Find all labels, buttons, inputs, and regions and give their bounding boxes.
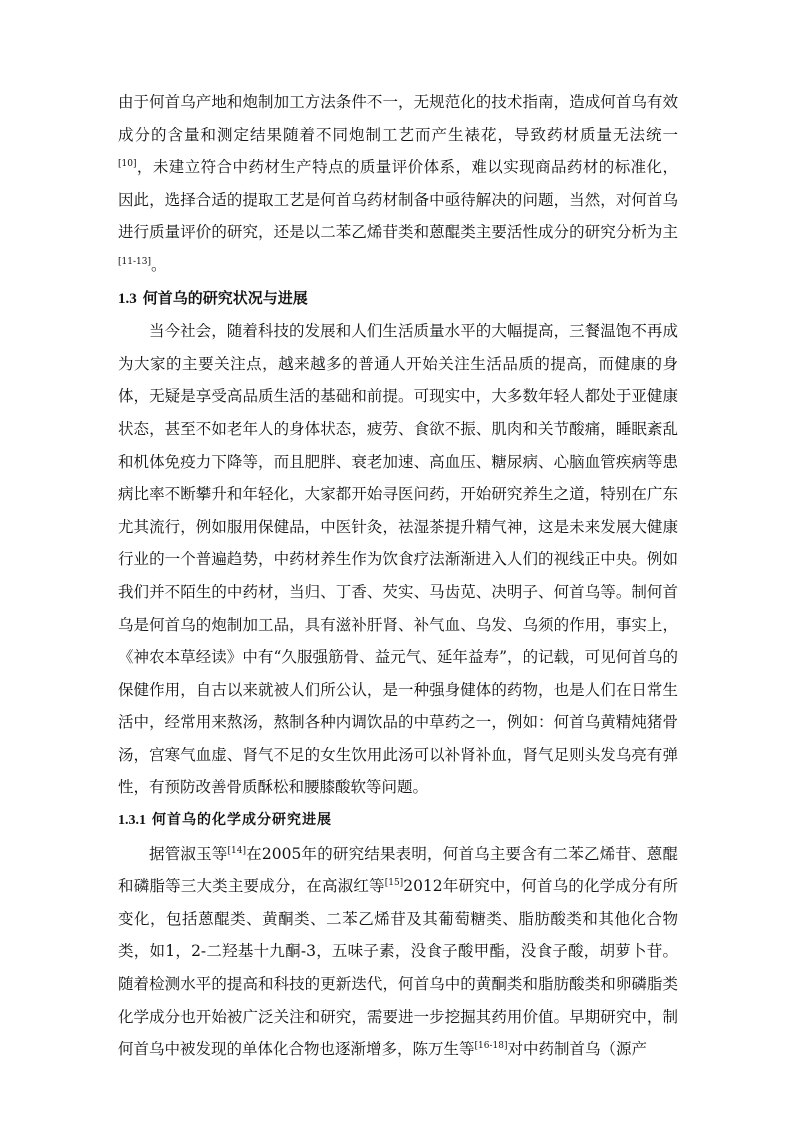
paragraph-text: 据管淑玉等: [149, 844, 228, 863]
section-title: 何首乌的研究状况与进展: [142, 288, 308, 307]
paragraph-text: 在2005年的研究结果表明，何首乌主要含有二苯乙烯苷、蒽醌和磷脂等三大类主要成分，在高淑红等: [118, 844, 678, 896]
citation: [11-13]: [118, 256, 151, 267]
citation: [15]: [384, 878, 404, 889]
paragraph-text: 2012年研究中，何首乌的化学成分有所变化，包括蒽醌类、黄酮类、二苯乙烯苷及其葡萄糖类、脂肪酸类和其他化合物类，如1，2-二羟基十九酮-3，五味子素，没食子酸甲酯，没食子酸，胡萝卜苷。随着检测水平的提高和科技的更新迭代，何首乌中的黄酮类和脂肪酸类和卵磷脂类化学成分也开始被广泛关注和研究，需要进一步挖掘其药用价值。早期研究中，制何首乌中被发现的单体化合物也逐渐增多，陈万生等: [118, 877, 678, 1059]
citation: [10]: [118, 159, 137, 170]
paragraph-text: 。: [150, 255, 167, 274]
paragraph-text: 由于何首乌产地和炮制加工方法条件不一，无规范化的技术指南，造成何首乌有效成分的含量和测定结果随着不同炮制工艺而产生裱花，导致药材质量无法统一: [118, 93, 678, 144]
paragraph-quality-evaluation: [118, 86, 678, 282]
paragraph-text: ，未建立符合中药材生产特点的质量评价体系，难以实现商品药材的标准化，因此，选择合适的提取工艺是何首乌药材制备中亟待解决的问题，当然，对何首乌进行质量评价的研究，还是以二苯乙烯苷类和蒽醌类主要活性成分的研究分析为主: [118, 158, 678, 242]
document-page: [118, 86, 678, 1066]
section-number: 1.3: [118, 290, 137, 307]
subsection-heading: [118, 804, 678, 838]
subsection-number: 1.3.1: [118, 813, 146, 829]
section-heading: [118, 282, 678, 316]
citation: [16-18]: [474, 1041, 508, 1052]
paragraph-health-status: 当今社会，随着科技的发展和人们生活质量水平的大幅提高，三餐温饱不再成为大家的主要关注点，越来越多的普通人开始关注生活品质的提高，而健康的身体，无疑是享受高品质生活的基础和前提。可现实中，大多数年轻人都处于亚健康状态，甚至不如老年人的身体状态，疲劳、食欲不振、肌肉和关节酸痛，睡眠紊乱和机体免疫力下降等，而且肥胖、衰老加速、高血压、糖尿病、心脑血管疾病等患病比率不断攀升和年轻化，大家都开始寻医问药，开始研究养生之道，特别在广东尤其流行，例如服用保健品，中医针灸，祛湿茶提升精气神，这是未来发展大健康行业的一个普遍趋势，中药材养生作为饮食疗法渐渐进入人们的视线正中央。例如我们并不陌生的中药材，当归、丁香、芡实、马齿苋、决明子、何首乌等。制何首乌是何首乌的炮制加工品，具有滋补肝肾、补气血、乌发、乌须的作用，事实上，《神农本草经读》中有“久服强筋骨、益元气、延年益寿”，的记载，可见何首乌的保健作用，自古以来就被人们所公认，是一种强身健体的药物，也是人们在日常生活中，经常用来熬汤，熬制各种内调饮品的中草药之一，例如：何首乌黄精炖猪骨汤，宫寒气血虚、肾气不足的女生饮用此汤可以补肾补血，肾气足则头发乌亮有弹性，有预防改善骨质酥松和腰膝酸软等问题。: [118, 322, 678, 797]
citation: [14]: [227, 845, 246, 856]
paragraph-text: 对中药制首乌（源产: [507, 1040, 647, 1059]
subsection-title: 何首乌的化学成分研究进展: [152, 812, 332, 829]
paragraph-chemical-components: [118, 838, 678, 1066]
